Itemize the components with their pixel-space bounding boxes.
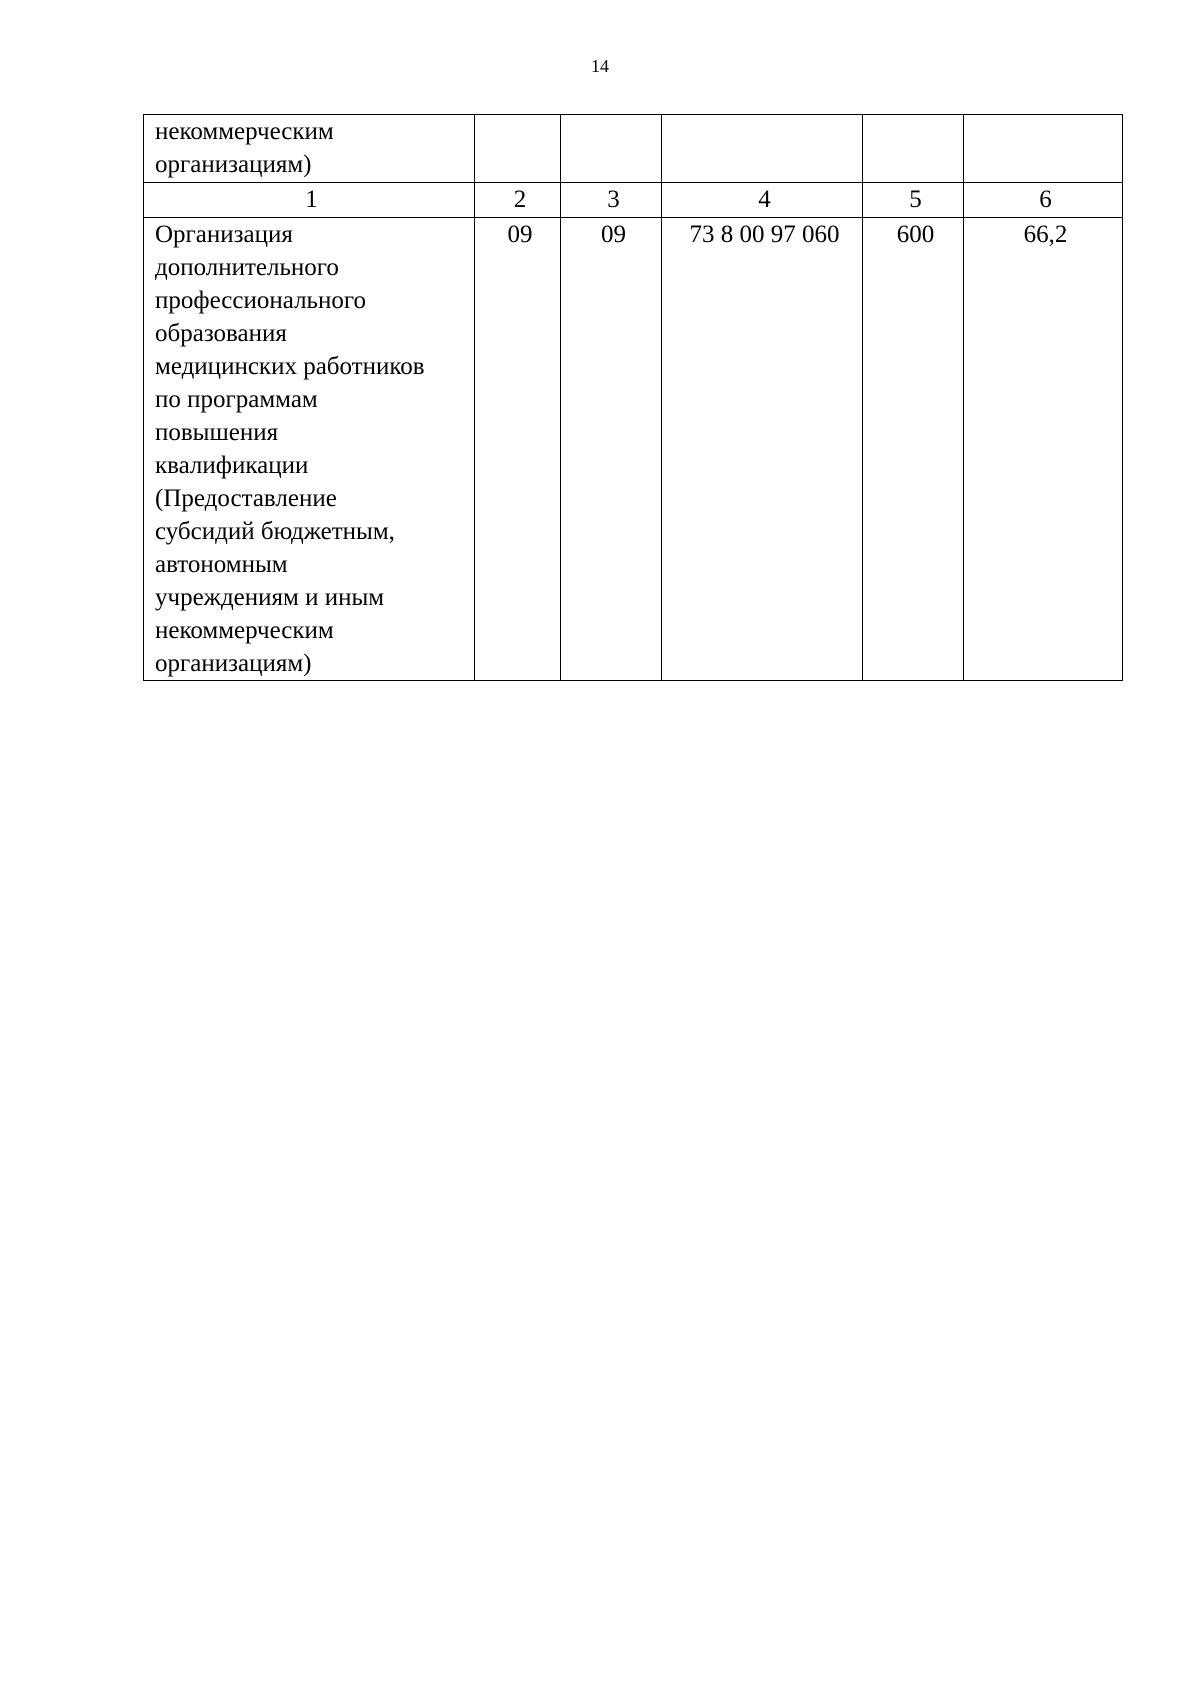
- continuation-empty-cell: [475, 115, 561, 183]
- row-name-line: (Предоставление: [155, 485, 337, 512]
- column-number-row: [144, 183, 1123, 218]
- table-continuation-row: [144, 115, 1123, 183]
- column-number: 4: [662, 183, 863, 218]
- column-number: 6: [964, 183, 1123, 218]
- continuation-empty-cell: [662, 115, 863, 183]
- pr-cell: 09: [561, 218, 662, 681]
- row-name-line: субсидий бюджетным,: [155, 518, 395, 545]
- row-name-line: профессионального: [155, 287, 366, 314]
- column-number: 2: [475, 183, 561, 218]
- budget-table: [143, 114, 1123, 681]
- continuation-empty-cell: [964, 115, 1123, 183]
- row-name-line: медицинских работников: [155, 353, 425, 380]
- row-name-line: автономным: [155, 551, 288, 578]
- sum-cell: 66,2: [964, 218, 1123, 681]
- table-row: [144, 218, 1123, 681]
- page-number: 14: [591, 56, 609, 76]
- row-name-line: Организация: [155, 221, 293, 248]
- continuation-empty-cell: [863, 115, 964, 183]
- continuation-line: некоммерческим: [155, 118, 334, 145]
- row-name-line: некоммерческим: [155, 617, 334, 644]
- row-name-line: по программам: [155, 386, 318, 413]
- column-number: 1: [144, 183, 475, 218]
- row-name-line: учреждениям и иным: [155, 584, 385, 611]
- row-name-line: повышения: [155, 419, 279, 446]
- vr-cell: 600: [863, 218, 964, 681]
- row-name-cell: [144, 218, 475, 681]
- rz-cell: 09: [475, 218, 561, 681]
- column-number: 3: [561, 183, 662, 218]
- continuation-name-cell: [144, 115, 475, 183]
- row-name-line: образования: [155, 320, 287, 347]
- continuation-line: организациям): [155, 151, 312, 178]
- csr-cell: 73 8 00 97 060: [662, 218, 863, 681]
- continuation-empty-cell: [561, 115, 662, 183]
- row-name-line: дополнительного: [155, 254, 339, 281]
- column-number: 5: [863, 183, 964, 218]
- row-name-line: квалификации: [155, 452, 309, 479]
- row-name-line: организациям): [155, 650, 312, 677]
